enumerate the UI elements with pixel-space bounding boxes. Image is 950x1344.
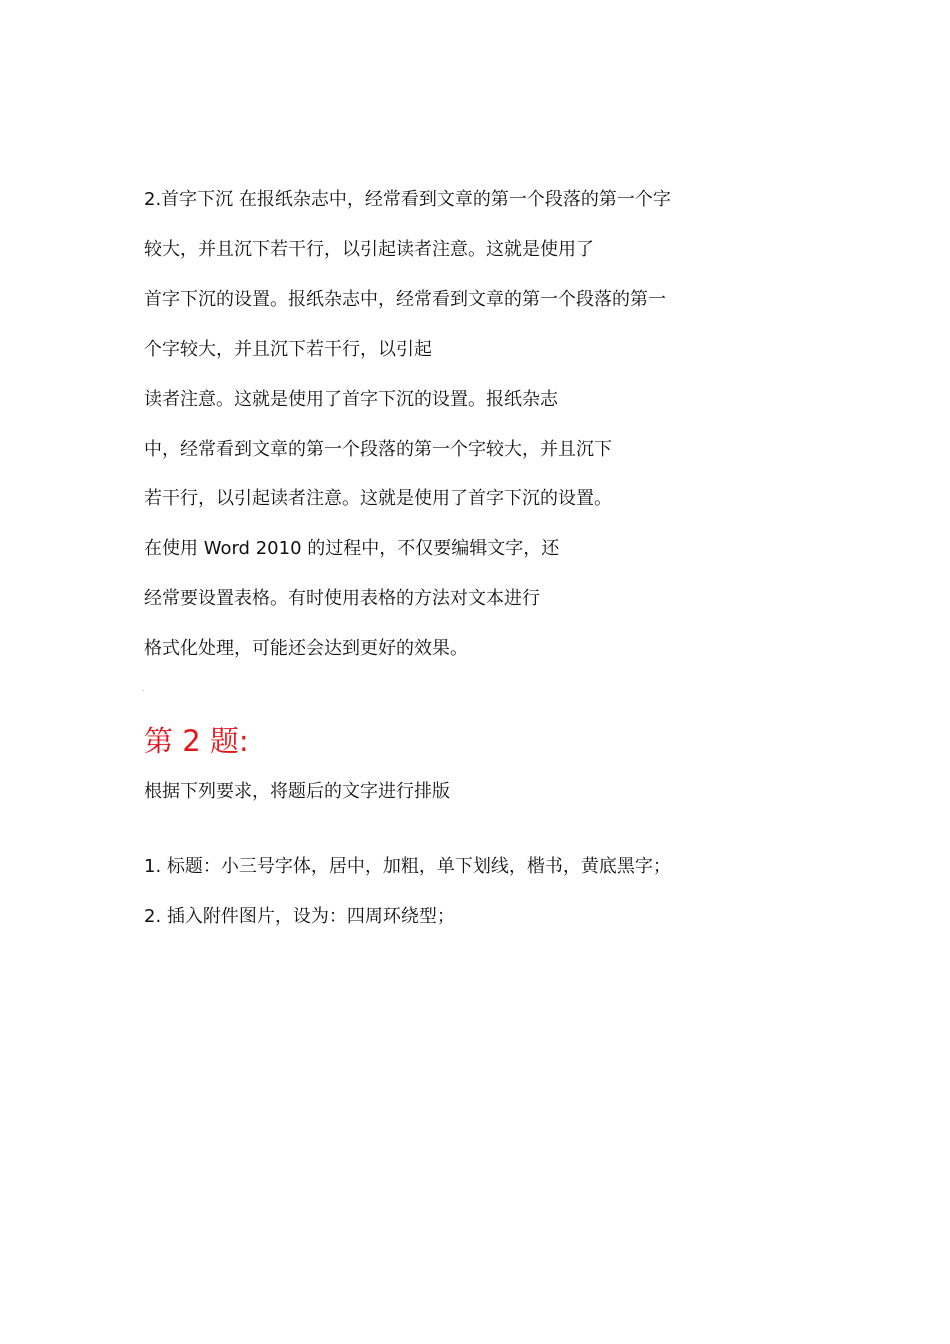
requirement-2: 2. 插入附件图片，设为：四周环绕型； [144, 906, 455, 927]
paragraph-line-7: 若干行，以引起读者注意。这就是使用了首字下沉的设置。 [144, 488, 612, 509]
paragraph-line-3: 首字下沉的设置。报纸杂志中，经常看到文章的第一个段落的第一 [144, 289, 666, 310]
paragraph-line-2: 较大，并且沉下若干行，以引起读者注意。这就是使用了 [144, 239, 594, 260]
question-heading: 第 2 题: [144, 724, 249, 758]
paragraph-line-6: 中，经常看到文章的第一个段落的第一个字较大，并且沉下 [144, 439, 612, 460]
stray-mark [143, 690, 144, 691]
paragraph-line-1: 2.首字下沉 在报纸杂志中，经常看到文章的第一个段落的第一个字 [144, 189, 671, 210]
paragraph-line-4: 个字较大，并且沉下若干行，以引起 [144, 339, 432, 360]
paragraph-line-9: 经常要设置表格。有时使用表格的方法对文本进行 [144, 588, 540, 609]
question-intro: 根据下列要求，将题后的文字进行排版 [144, 781, 450, 802]
paragraph-line-5: 读者注意。这就是使用了首字下沉的设置。报纸杂志 [144, 389, 558, 410]
requirement-1: 1. 标题：小三号字体，居中，加粗，单下划线，楷书，黄底黑字； [144, 856, 671, 877]
paragraph-line-10: 格式化处理，可能还会达到更好的效果。 [144, 638, 468, 659]
paragraph-line-8: 在使用 Word 2010 的过程中，不仅要编辑文字，还 [144, 538, 560, 559]
